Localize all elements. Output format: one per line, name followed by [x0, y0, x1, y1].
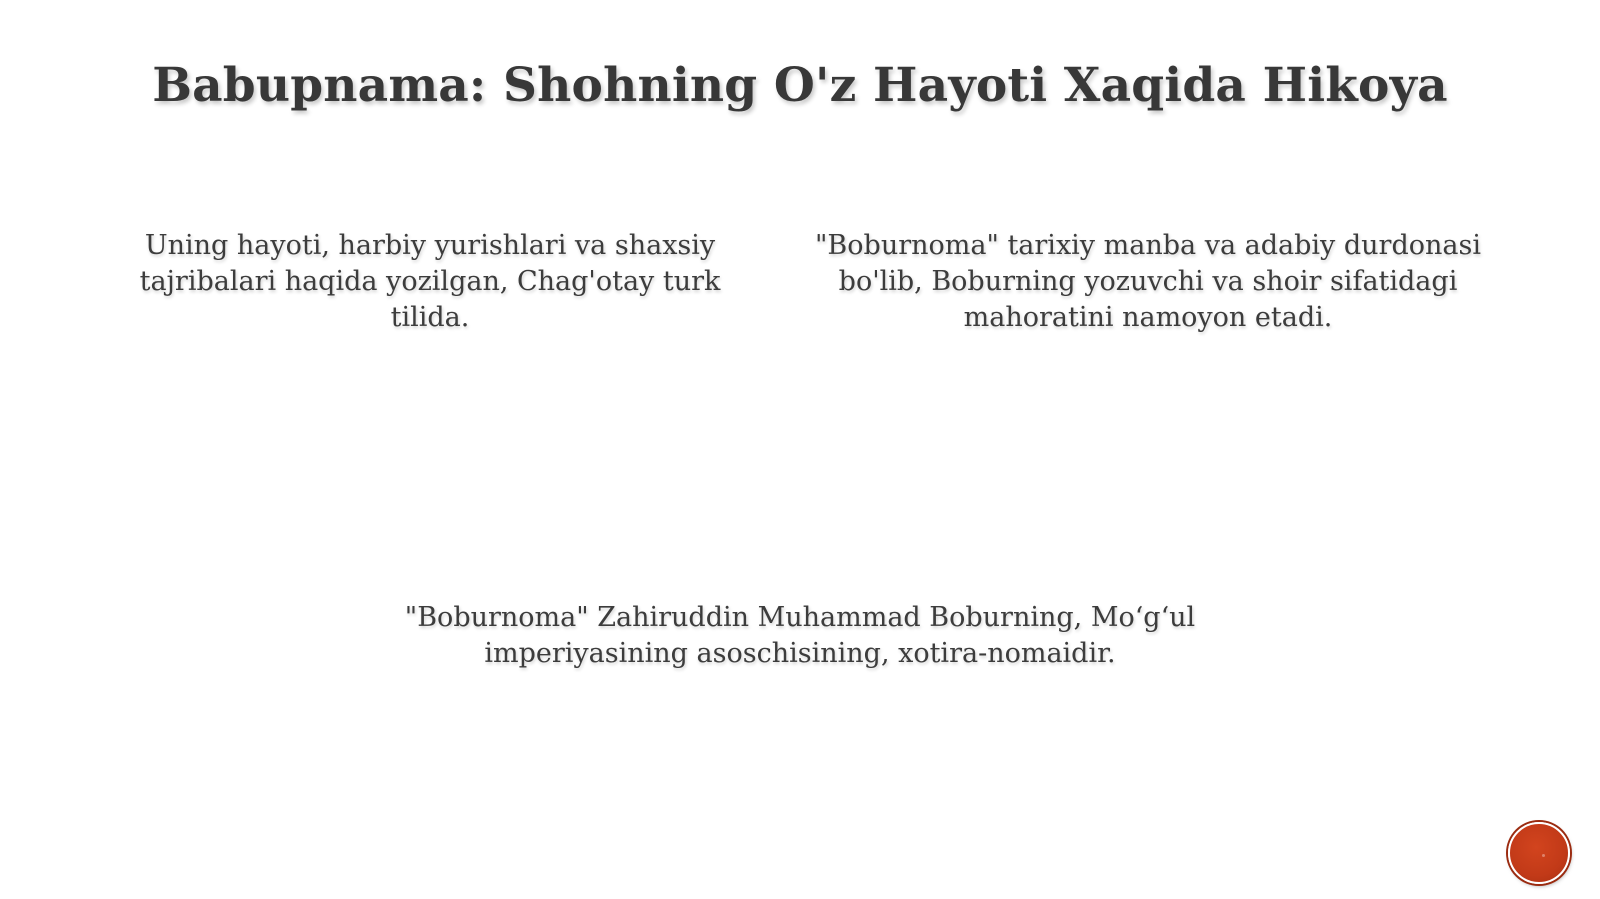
nav-dot-icon [1542, 854, 1545, 857]
paragraph-right: "Boburnoma" tarixiy manba va adabiy durdonasi bo'lib, Boburning yozuvchi va shoir sifatidagi mahoratini namoyon etadi. [815, 230, 1481, 333]
slide-nav-button[interactable] [1508, 822, 1570, 884]
paragraph-left: Uning hayoti, harbiy yurishlari va shaxsiy tajribalari haqida yozilgan, Chag'otay turk tilida. [139, 230, 721, 333]
paragraph-bottom: "Boburnoma" Zahiruddin Muhammad Boburning, Mo‘g‘ul imperiyasining asoschisining, xotira-nomaidir. [404, 602, 1196, 669]
slide-title: Babupnama: Shohning O'z Hayoti Xaqida Hikoya [152, 58, 1448, 113]
